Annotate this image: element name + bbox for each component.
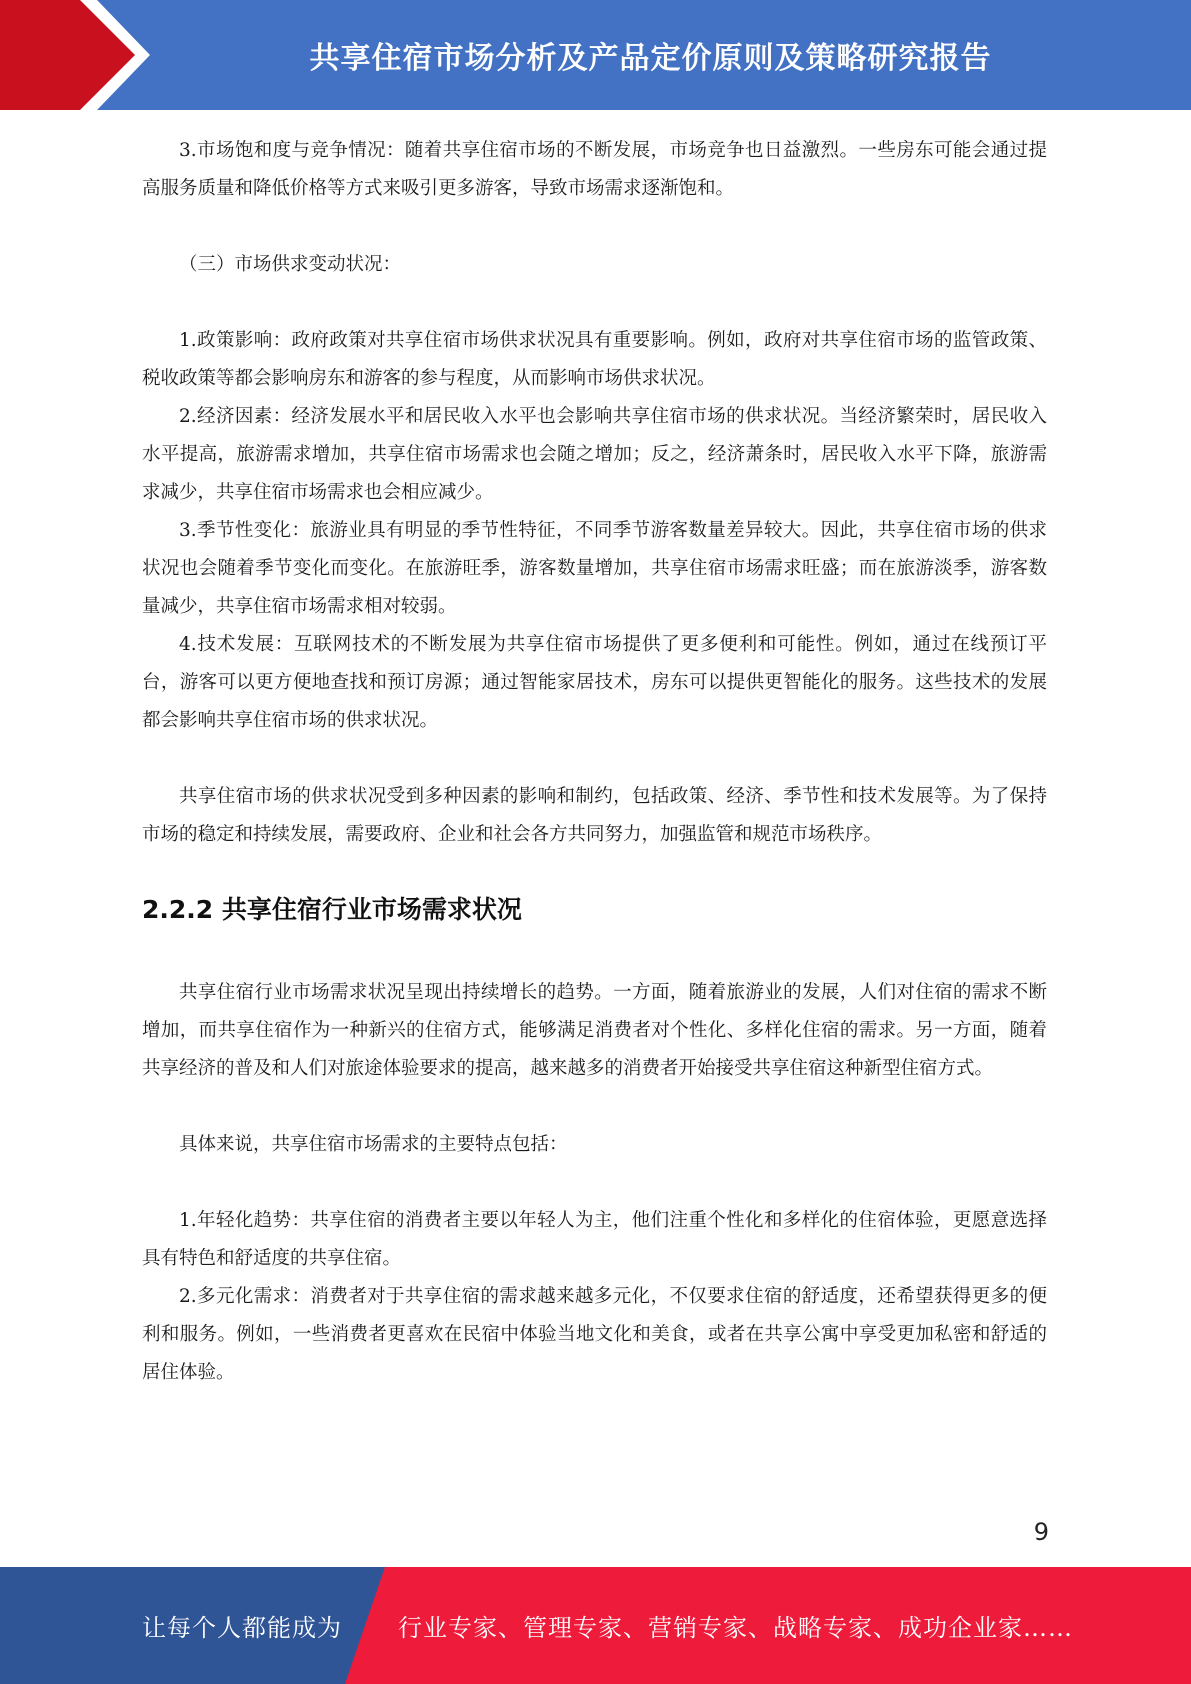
document-body [142, 132, 1047, 1392]
paragraph-policy-impact: 1.政策影响：政府政策对共享住宿市场供求状况具有重要影响。例如，政府对共享住宿市场的监管政策、税收政策等都会影响房东和游客的参与程度，从而影响市场供求状况。 [142, 330, 1047, 389]
page-header [0, 0, 1191, 110]
paragraph-demand-intro: 共享住宿行业市场需求状况呈现出持续增长的趋势。一方面，随着旅游业的发展，人们对住宿的需求不断增加，而共享住宿作为一种新兴的住宿方式，能够满足消费者对个性化、多样化住宿的需求。另一方面，随着共享经济的普及和人们对旅途体验要求的提高，越来越多的消费者开始接受共享住宿这种新型住宿方式。 [142, 982, 1047, 1079]
paragraph-diverse-demand: 2.多元化需求：消费者对于共享住宿的需求越来越多元化，不仅要求住宿的舒适度，还希望获得更多的便利和服务。例如，一些消费者更喜欢在民宿中体验当地文化和美食，或者在共享公寓中享受更加私密和舒适的居住体验。 [142, 1286, 1047, 1383]
subsection-title: （三）市场供求变动状况： [179, 254, 402, 275]
paragraph-specifics-intro: 具体来说，共享住宿市场需求的主要特点包括： [179, 1134, 568, 1155]
page-number: 9 [1033, 1518, 1049, 1546]
footer-slogan-left: 让每个人都能成为 [142, 1614, 342, 1642]
footer-slogan-right: 行业专家、管理专家、营销专家、战略专家、成功企业家…… [398, 1614, 1073, 1642]
paragraph-market-saturation: 3.市场饱和度与竞争情况：随着共享住宿市场的不断发展，市场竞争也日益激烈。一些房东可能会通过提高服务质量和降低价格等方式来吸引更多游客，导致市场需求逐渐饱和。 [142, 140, 1047, 199]
section-heading: 2.2.2 共享住宿行业市场需求状况 [142, 895, 522, 924]
paragraph-seasonal-changes: 3.季节性变化：旅游业具有明显的季节性特征，不同季节游客数量差异较大。因此，共享住宿市场的供求状况也会随着季节变化而变化。在旅游旺季，游客数量增加，共享住宿市场需求旺盛；而在旅游淡季，游客数量减少，共享住宿市场需求相对较弱。 [142, 520, 1047, 617]
paragraph-tech-development: 4.技术发展：互联网技术的不断发展为共享住宿市场提供了更多便利和可能性。例如，通过在线预订平台，游客可以更方便地查找和预订房源；通过智能家居技术，房东可以提供更智能化的服务。这些技术的发展都会影响共享住宿市场的供求状况。 [142, 634, 1047, 731]
header-chevron-icon [0, 0, 160, 110]
page-footer [0, 1567, 1191, 1684]
paragraph-youth-trend: 1.年轻化趋势：共享住宿的消费者主要以年轻人为主，他们注重个性化和多样化的住宿体验，更愿意选择具有特色和舒适度的共享住宿。 [142, 1210, 1047, 1269]
report-title: 共享住宿市场分析及产品定价原则及策略研究报告 [309, 41, 992, 76]
paragraph-supply-demand-summary: 共享住宿市场的供求状况受到多种因素的影响和制约，包括政策、经济、季节性和技术发展等。为了保持市场的稳定和持续发展，需要政府、企业和社会各方共同努力，加强监管和规范市场秩序。 [142, 786, 1047, 845]
paragraph-economic-factors: 2.经济因素：经济发展水平和居民收入水平也会影响共享住宿市场的供求状况。当经济繁荣时，居民收入水平提高，旅游需求增加，共享住宿市场需求也会随之增加；反之，经济萧条时，居民收入水平下降，旅游需求减少，共享住宿市场需求也会相应减少。 [142, 406, 1047, 503]
